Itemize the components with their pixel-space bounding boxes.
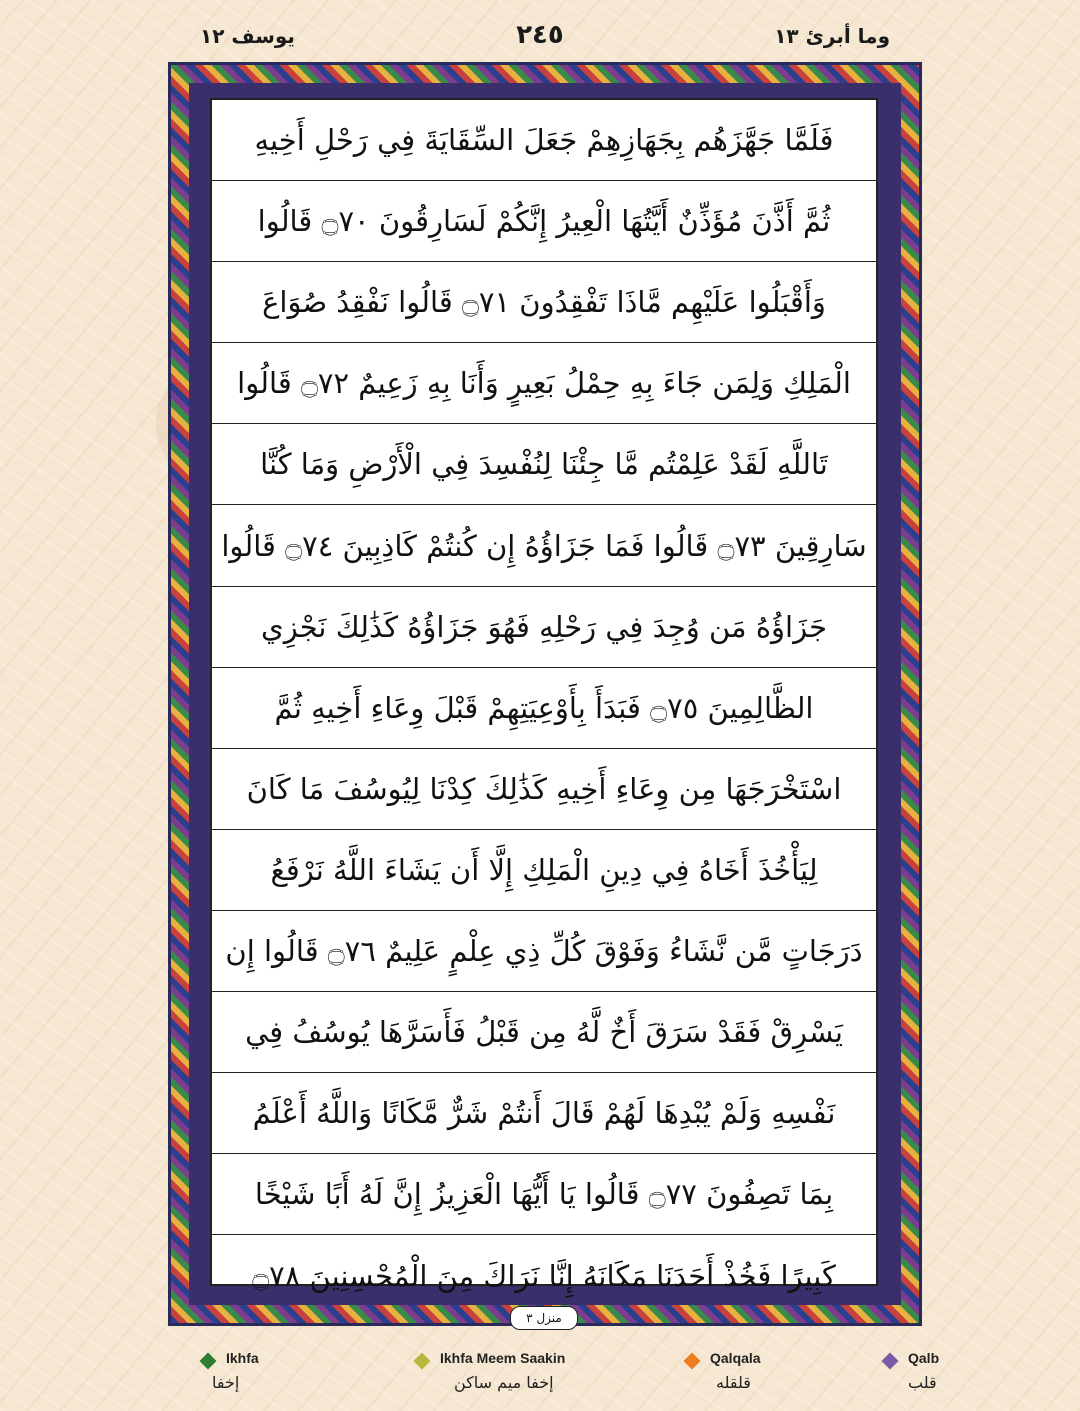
legend-label-en: Ikhfa Meem Saakin: [440, 1350, 566, 1366]
surah-name: يوسف ١٢: [200, 24, 295, 48]
text-line: يَسْرِقْ فَقَدْ سَرَقَ أَخٌ لَّهُ مِن قَبْلُ فَأَسَرَّهَا يُوسُفُ فِي: [212, 992, 876, 1073]
text-line: سَارِقِينَ ۝٧٣ قَالُوا فَمَا جَزَاؤُهُ إِن كُنتُمْ كَاذِبِينَ ۝٧٤ قَالُوا: [212, 505, 876, 586]
page-header: [0, 18, 1080, 58]
legend-item-qalqala: [680, 1349, 800, 1409]
juz-name: وما أبرئ ١٣: [774, 24, 890, 48]
purple-diamond-icon: [882, 1353, 899, 1370]
text-line: تَاللَّهِ لَقَدْ عَلِمْتُم مَّا جِئْنَا لِنُفْسِدَ فِي الْأَرْضِ وَمَا كُنَّا: [212, 424, 876, 505]
legend-label-ur: إخفا ميم ساكن: [454, 1373, 554, 1392]
legend-item-ikhfa: [196, 1349, 336, 1409]
legend-item-qalb: [878, 1349, 978, 1409]
text-line: ثُمَّ أَذَّنَ مُؤَذِّنٌ أَيَّتُهَا الْعِيرُ إِنَّكُمْ لَسَارِقُونَ ۝٧٠ قَالُوا: [212, 181, 876, 262]
olive-diamond-icon: [414, 1353, 431, 1370]
legend-label-en: Qalb: [908, 1350, 940, 1366]
text-line: جَزَاؤُهُ مَن وُجِدَ فِي رَحْلِهِ فَهُوَ جَزَاؤُهُ كَذَٰلِكَ نَجْزِي: [212, 587, 876, 668]
legend-label-en: Qalqala: [710, 1350, 761, 1366]
legend-label-ur: إخفا: [212, 1373, 240, 1392]
legend-label-ur: قلب: [908, 1373, 937, 1392]
text-line: الْمَلِكِ وَلِمَن جَاءَ بِهِ حِمْلُ بَعِيرٍ وَأَنَا بِهِ زَعِيمٌ ۝٧٢ قَالُوا: [212, 343, 876, 424]
quran-text-panel: [210, 98, 878, 1293]
text-line: بِمَا تَصِفُونَ ۝٧٧ قَالُوا يَا أَيُّهَا الْعَزِيزُ إِنَّ لَهُ أَبًا شَيْخًا: [212, 1154, 876, 1235]
text-line: دَرَجَاتٍ مَّن نَّشَاءُ وَفَوْقَ كُلِّ ذِي عِلْمٍ عَلِيمٌ ۝٧٦ قَالُوا إِن: [212, 911, 876, 992]
text-line: لِيَأْخُذَ أَخَاهُ فِي دِينِ الْمَلِكِ إِلَّا أَن يَشَاءَ اللَّهُ نَرْفَعُ: [212, 830, 876, 911]
text-line: فَلَمَّا جَهَّزَهُم بِجَهَازِهِمْ جَعَلَ السِّقَايَةَ فِي رَحْلِ أَخِيهِ: [212, 100, 876, 181]
legend-item-ikhfa-meem-saakin: [410, 1349, 610, 1409]
orange-diamond-icon: [684, 1353, 701, 1370]
legend-label-ur: قلقله: [716, 1373, 751, 1392]
manzil-marker: منزل ٣: [510, 1306, 578, 1330]
text-line: وَأَقْبَلُوا عَلَيْهِم مَّاذَا تَفْقِدُونَ ۝٧١ قَالُوا نَفْقِدُ صُوَاعَ: [212, 262, 876, 343]
text-line: كَبِيرًا فَخُذْ أَحَدَنَا مَكَانَهُ إِنَّا نَرَاكَ مِنَ الْمُحْسِنِينَ ۝٧٨: [252, 1258, 836, 1293]
green-diamond-icon: [200, 1353, 217, 1370]
text-line: نَفْسِهِ وَلَمْ يُبْدِهَا لَهُمْ قَالَ أَنتُمْ شَرٌّ مَّكَانًا وَاللَّهُ أَعْلَمُ: [212, 1073, 876, 1154]
tajweed-legend: [0, 1349, 1080, 1409]
page-number: ٢٤٥: [516, 20, 564, 50]
legend-label-en: Ikhfa: [226, 1350, 259, 1366]
text-line: الظَّالِمِينَ ۝٧٥ فَبَدَأَ بِأَوْعِيَتِهِمْ قَبْلَ وِعَاءِ أَخِيهِ ثُمَّ: [212, 668, 876, 749]
text-line: اسْتَخْرَجَهَا مِن وِعَاءِ أَخِيهِ كَذَٰلِكَ كِدْنَا لِيُوسُفَ مَا كَانَ: [212, 749, 876, 830]
